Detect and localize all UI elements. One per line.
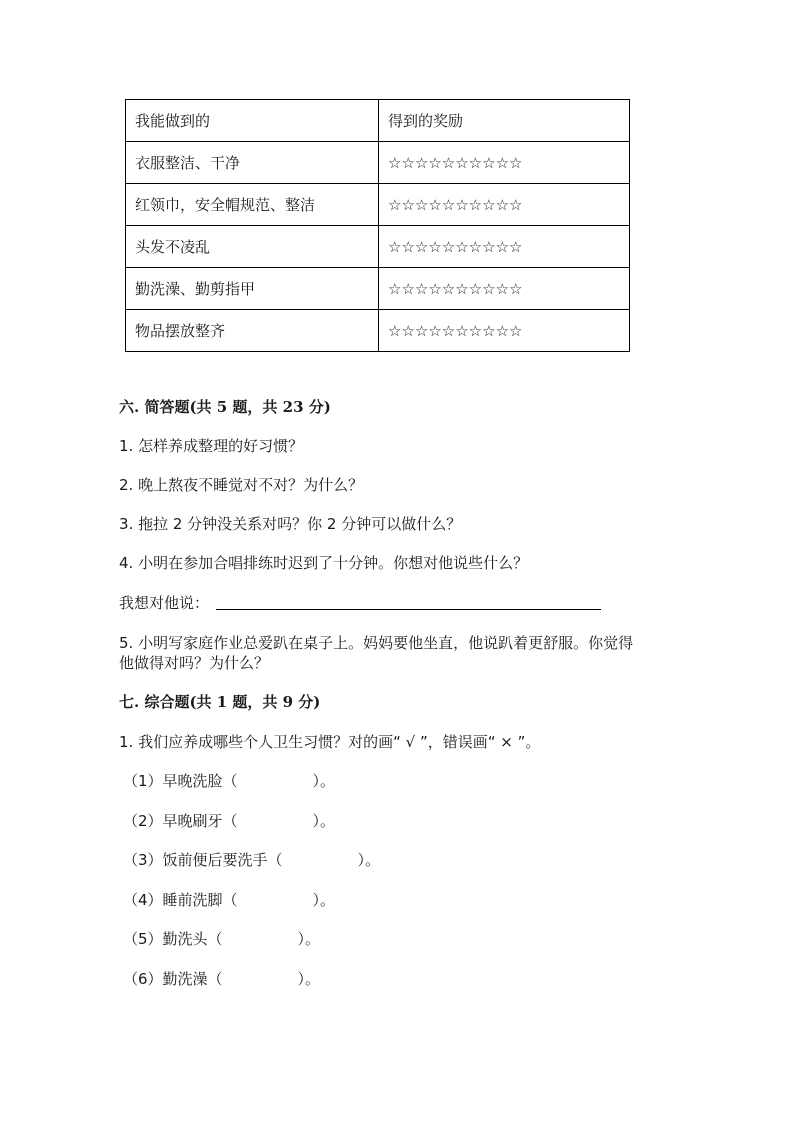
table-cell-item: 物品摆放整齐 xyxy=(126,310,379,352)
section-7-title: 七. 综合题(共 1 题，共 9 分) xyxy=(119,693,321,711)
question-text: 4. 小明在参加合唱排练时迟到了十分钟。你想对他说些什么？ xyxy=(119,554,529,572)
table-row xyxy=(126,142,630,184)
sub-question: （5）勤洗头（ ）。 xyxy=(123,930,321,948)
table-row xyxy=(126,268,630,310)
table-row xyxy=(126,226,630,268)
table-cell-stars: ☆☆☆☆☆☆☆☆☆☆ xyxy=(379,142,630,184)
table-cell-item: 勤洗澡、勤剪指甲 xyxy=(126,268,379,310)
answer-label: 我想对他说： xyxy=(119,594,210,612)
sub-question: （6）勤洗澡（ ）。 xyxy=(123,970,321,988)
table-cell-item: 头发不凌乱 xyxy=(126,226,379,268)
question-text: 1. 怎样养成整理的好习惯？ xyxy=(119,437,304,455)
sub-question: （1）早晚洗脸（ ）。 xyxy=(123,772,336,790)
sub-question: （4）睡前洗脚（ ）。 xyxy=(123,891,336,909)
section-6-title: 六. 简答题(共 5 题，共 23 分) xyxy=(119,398,331,416)
table-header-cell: 我能做到的 xyxy=(126,100,379,142)
sub-question: （2）早晚刷牙（ ）。 xyxy=(123,812,336,830)
table-cell-stars: ☆☆☆☆☆☆☆☆☆☆ xyxy=(379,226,630,268)
table-row xyxy=(126,184,630,226)
question-text: 1. 我们应养成哪些个人卫生习惯？对的画“ √ ”，错误画“ × ”。 xyxy=(119,733,541,751)
table-cell-stars: ☆☆☆☆☆☆☆☆☆☆ xyxy=(379,310,630,352)
table-header-row xyxy=(126,100,630,142)
table-header-cell: 得到的奖励 xyxy=(379,100,630,142)
sub-question: （3）饭前便后要洗手（ ）。 xyxy=(123,851,381,869)
table-cell-item: 衣服整洁、干净 xyxy=(126,142,379,184)
question-text: 5. 小明写家庭作业总爱趴在桌子上。妈妈要他坐直，他说趴着更舒服。你觉得 xyxy=(119,634,634,652)
answer-blank-line[interactable] xyxy=(216,609,601,610)
question-text: 3. 拖拉 2 分钟没关系对吗？你 2 分钟可以做什么？ xyxy=(119,515,462,533)
reward-table xyxy=(125,99,630,352)
question-text: 2. 晚上熬夜不睡觉对不对？为什么？ xyxy=(119,476,364,494)
table-cell-item: 红领巾，安全帽规范、整洁 xyxy=(126,184,379,226)
table-cell-stars: ☆☆☆☆☆☆☆☆☆☆ xyxy=(379,268,630,310)
table-row xyxy=(126,310,630,352)
question-text: 他做得对吗？为什么？ xyxy=(119,654,270,672)
table-cell-stars: ☆☆☆☆☆☆☆☆☆☆ xyxy=(379,184,630,226)
